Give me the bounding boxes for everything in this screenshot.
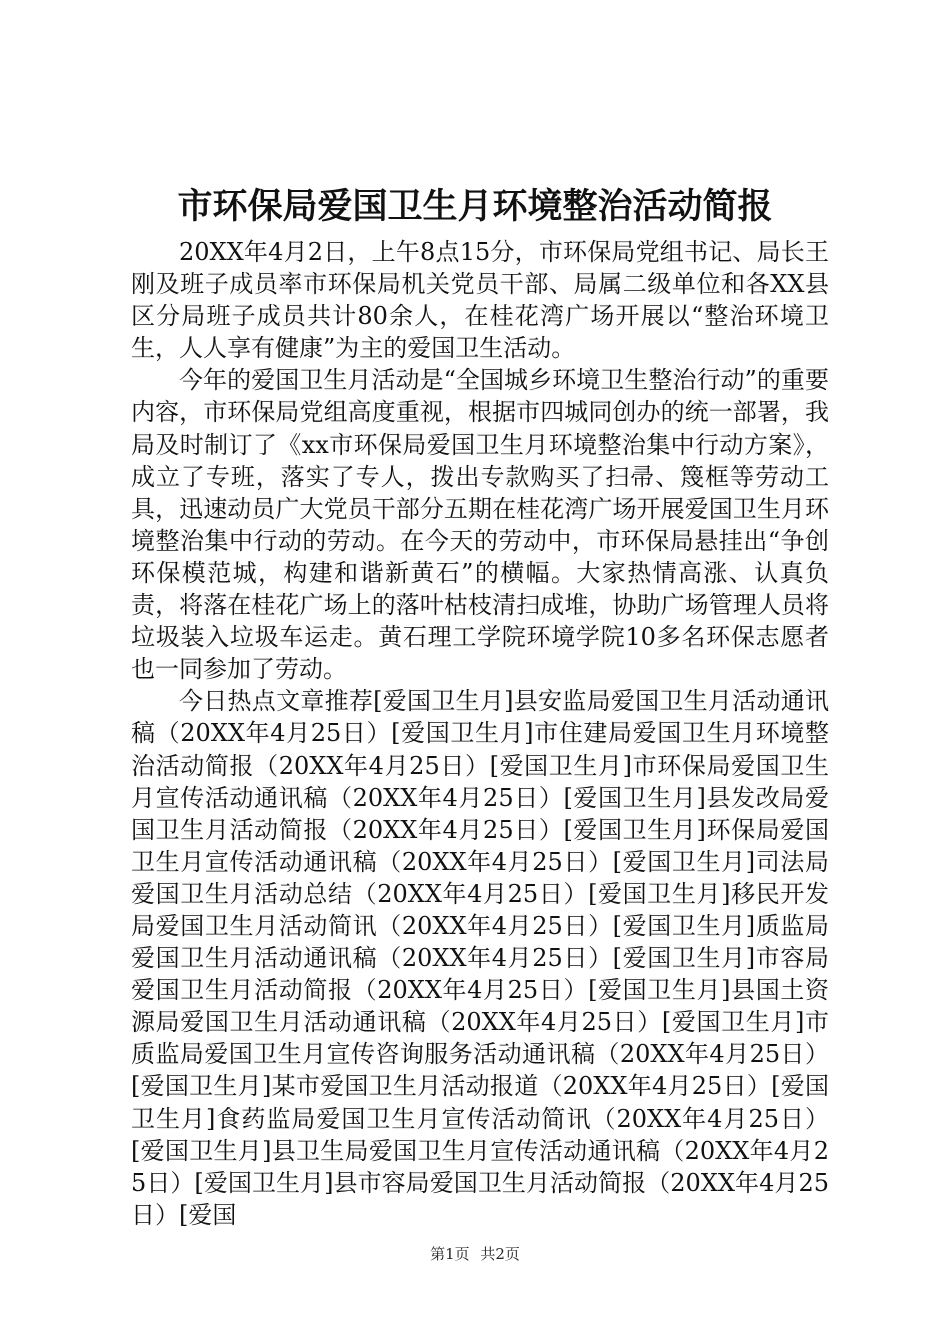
document-body	[131, 236, 829, 1231]
paragraph-recommendations: 今日热点文章推荐[爱国卫生月]县安监局爱国卫生月活动通讯稿（20XX年4月25日）[爱国卫生月]市住建局爱国卫生月环境整治活动简报（20XX年4月25日）[爱国卫生月]市环保局爱国卫生月宣传活动通讯稿（20XX年4月25日）[爱国卫生月]县发改局爱国卫生月活动简报（20XX年4月25日）[爱国卫生月]环保局爱国卫生月宣传活动通讯稿（20XX年4月25日）[爱国卫生月]司法局爱国卫生月活动总结（20XX年4月25日）[爱国卫生月]移民开发局爱国卫生月活动简讯（20XX年4月25日）[爱国卫生月]质监局爱国卫生月活动通讯稿（20XX年4月25日）[爱国卫生月]市容局爱国卫生月活动简报（20XX年4月25日）[爱国卫生月]县国土资源局爱国卫生月活动通讯稿（20XX年4月25日）[爱国卫生月]市质监局爱国卫生月宣传咨询服务活动通讯稿（20XX年4月25日）[爱国卫生月]某市爱国卫生月活动报道（20XX年4月25日）[爱国卫生月]食药监局爱国卫生月宣传活动简讯（20XX年4月25日）[爱国卫生月]县卫生局爱国卫生月宣传活动通讯稿（20XX年4月25日）[爱国卫生月]县市容局爱国卫生月活动简报（20XX年4月25日）[爱国	[131, 687, 829, 1229]
page-number: 第1页	[430, 1245, 470, 1263]
document-title: 市环保局爱国卫生月环境整治活动简报	[177, 186, 773, 227]
paragraph-intro: 20XX年4月2日，上午8点15分，市环保局党组书记、局长王刚及班子成员率市环保局机关党员干部、局属二级单位和各XX县区分局班子成员共计80余人，在桂花湾广场开展以“整治环境卫生，人人享有健康”为主的爱国卫生活动。	[131, 238, 829, 363]
paragraph-details: 今年的爱国卫生月活动是“全国城乡环境卫生整治行动”的重要内容，市环保局党组高度重视，根据市四城同创办的统一部署，我局及时制订了《xx市环保局爱国卫生月环境整治集中行动方案》，成立了专班，落实了专人，拨出专款购买了扫帚、篾框等劳动工具，迅速动员广大党员干部分五期在桂花湾广场开展爱国卫生月环境整治集中行动的劳动。在今天的劳动中，市环保局悬挂出“争创环保模范城，构建和谐新黄石”的横幅。大家热情高涨、认真负责，将落在桂花广场上的落叶枯枝清扫成堆，协助广场管理人员将垃圾装入垃圾车运走。黄石理工学院环境学院10多名环保志愿者也一同参加了劳动。	[131, 366, 829, 684]
page-footer	[0, 1244, 950, 1264]
page-total: 共2页	[480, 1245, 520, 1263]
